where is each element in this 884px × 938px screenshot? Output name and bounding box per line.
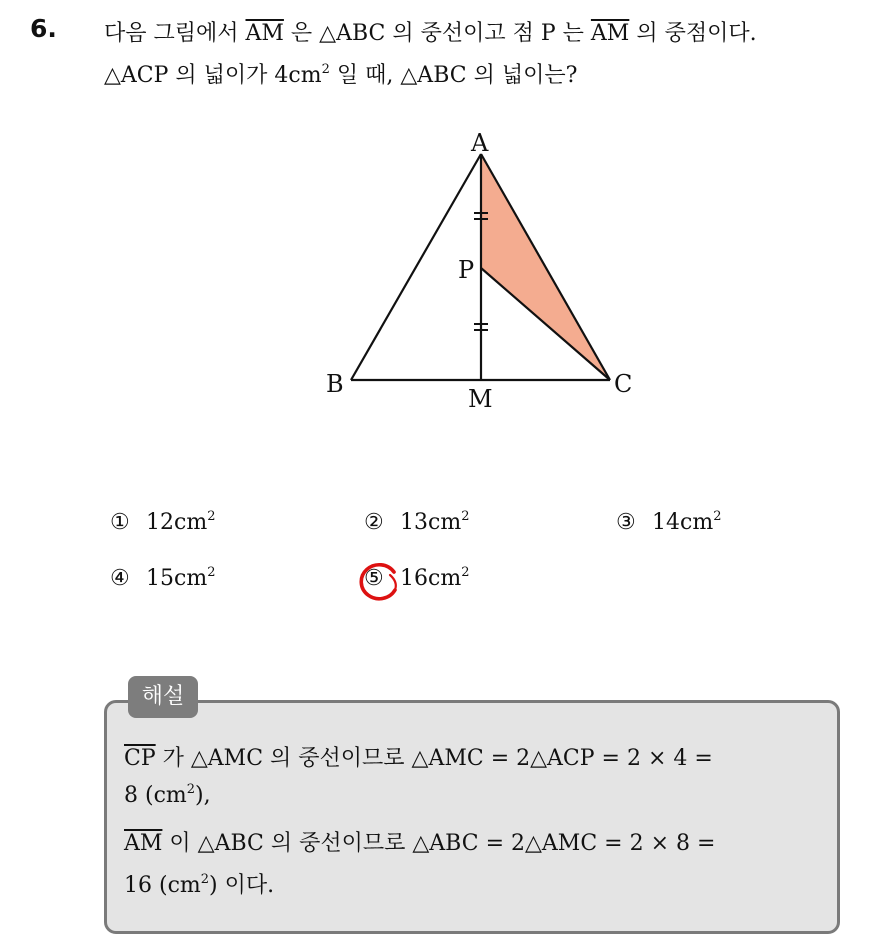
question-text-4: △ACP 의 넓이가 4cm: [104, 63, 322, 88]
label-c: C: [614, 370, 633, 398]
triangle-figure: [300, 120, 660, 420]
question-text-3: 의 중점이다.: [629, 21, 757, 46]
solution-line-1: [124, 741, 713, 772]
label-a: A: [471, 129, 489, 157]
solution-text-5: 16 (cm: [124, 873, 201, 898]
solution-line-3: [124, 826, 715, 857]
choice-marker: ④: [110, 566, 130, 591]
choice-value: 16cm: [400, 566, 462, 591]
label-m: M: [468, 385, 493, 413]
choice-exponent: 2: [207, 509, 216, 524]
solution-text-4: 이 △ABC 의 중선이므로 △ABC = 2△AMC = 2 × 8 =: [162, 831, 716, 856]
choice-marker: ①: [110, 510, 130, 535]
choice-value: 15cm: [146, 566, 208, 591]
exponent: 2: [200, 872, 210, 887]
exponent: 2: [186, 782, 196, 797]
question-line-1: [104, 16, 757, 47]
answer-circle-mark: [354, 558, 402, 606]
solution-text-3: ),: [195, 783, 211, 808]
choice-exponent: 2: [713, 509, 722, 524]
label-b: B: [326, 370, 344, 398]
choice-marker: ③: [616, 510, 636, 535]
question-text-1: 다음 그림에서: [104, 21, 246, 46]
choice-marker: ②: [364, 510, 384, 535]
choice-exponent: 2: [461, 565, 470, 580]
question-line-2: [104, 58, 577, 89]
choice-value: 13cm: [400, 510, 462, 535]
segment-cp: $\overline{CP}$: [124, 746, 156, 771]
choice-exponent: 2: [207, 565, 216, 580]
segment-am-2: $\overline{AM}$: [590, 21, 630, 46]
segment-am: $\overline{AM}$: [245, 21, 284, 46]
solution-line-4: [124, 868, 274, 899]
choice-value: 14cm: [652, 510, 714, 535]
solution-tag: 해설: [128, 676, 198, 718]
choice-exponent: 2: [461, 509, 470, 524]
choice-4[interactable]: [110, 566, 215, 591]
exponent: 2: [321, 62, 330, 77]
solution-line-2: [124, 783, 211, 808]
solution-text-6: ) 이다.: [209, 873, 275, 898]
choice-marker: ⑤: [364, 566, 384, 591]
choice-2[interactable]: [364, 510, 469, 535]
choice-1[interactable]: [110, 510, 215, 535]
question-text-5: 일 때, △ABC 의 넓이는?: [329, 63, 578, 88]
solution-text-2: 8 (cm: [124, 783, 187, 808]
solution-text-1: 가 △AMC 의 중선이므로 △AMC = 2△ACP = 2 × 4 =: [155, 746, 713, 771]
segment-am-3: $\overline{AM}$: [124, 831, 163, 856]
choice-3[interactable]: [616, 510, 721, 535]
question-number: 6.: [30, 14, 57, 43]
choice-value: 12cm: [146, 510, 208, 535]
question-text-2: 은 △ABC 의 중선이고 점 P 는: [283, 21, 591, 46]
label-p: P: [458, 256, 475, 284]
